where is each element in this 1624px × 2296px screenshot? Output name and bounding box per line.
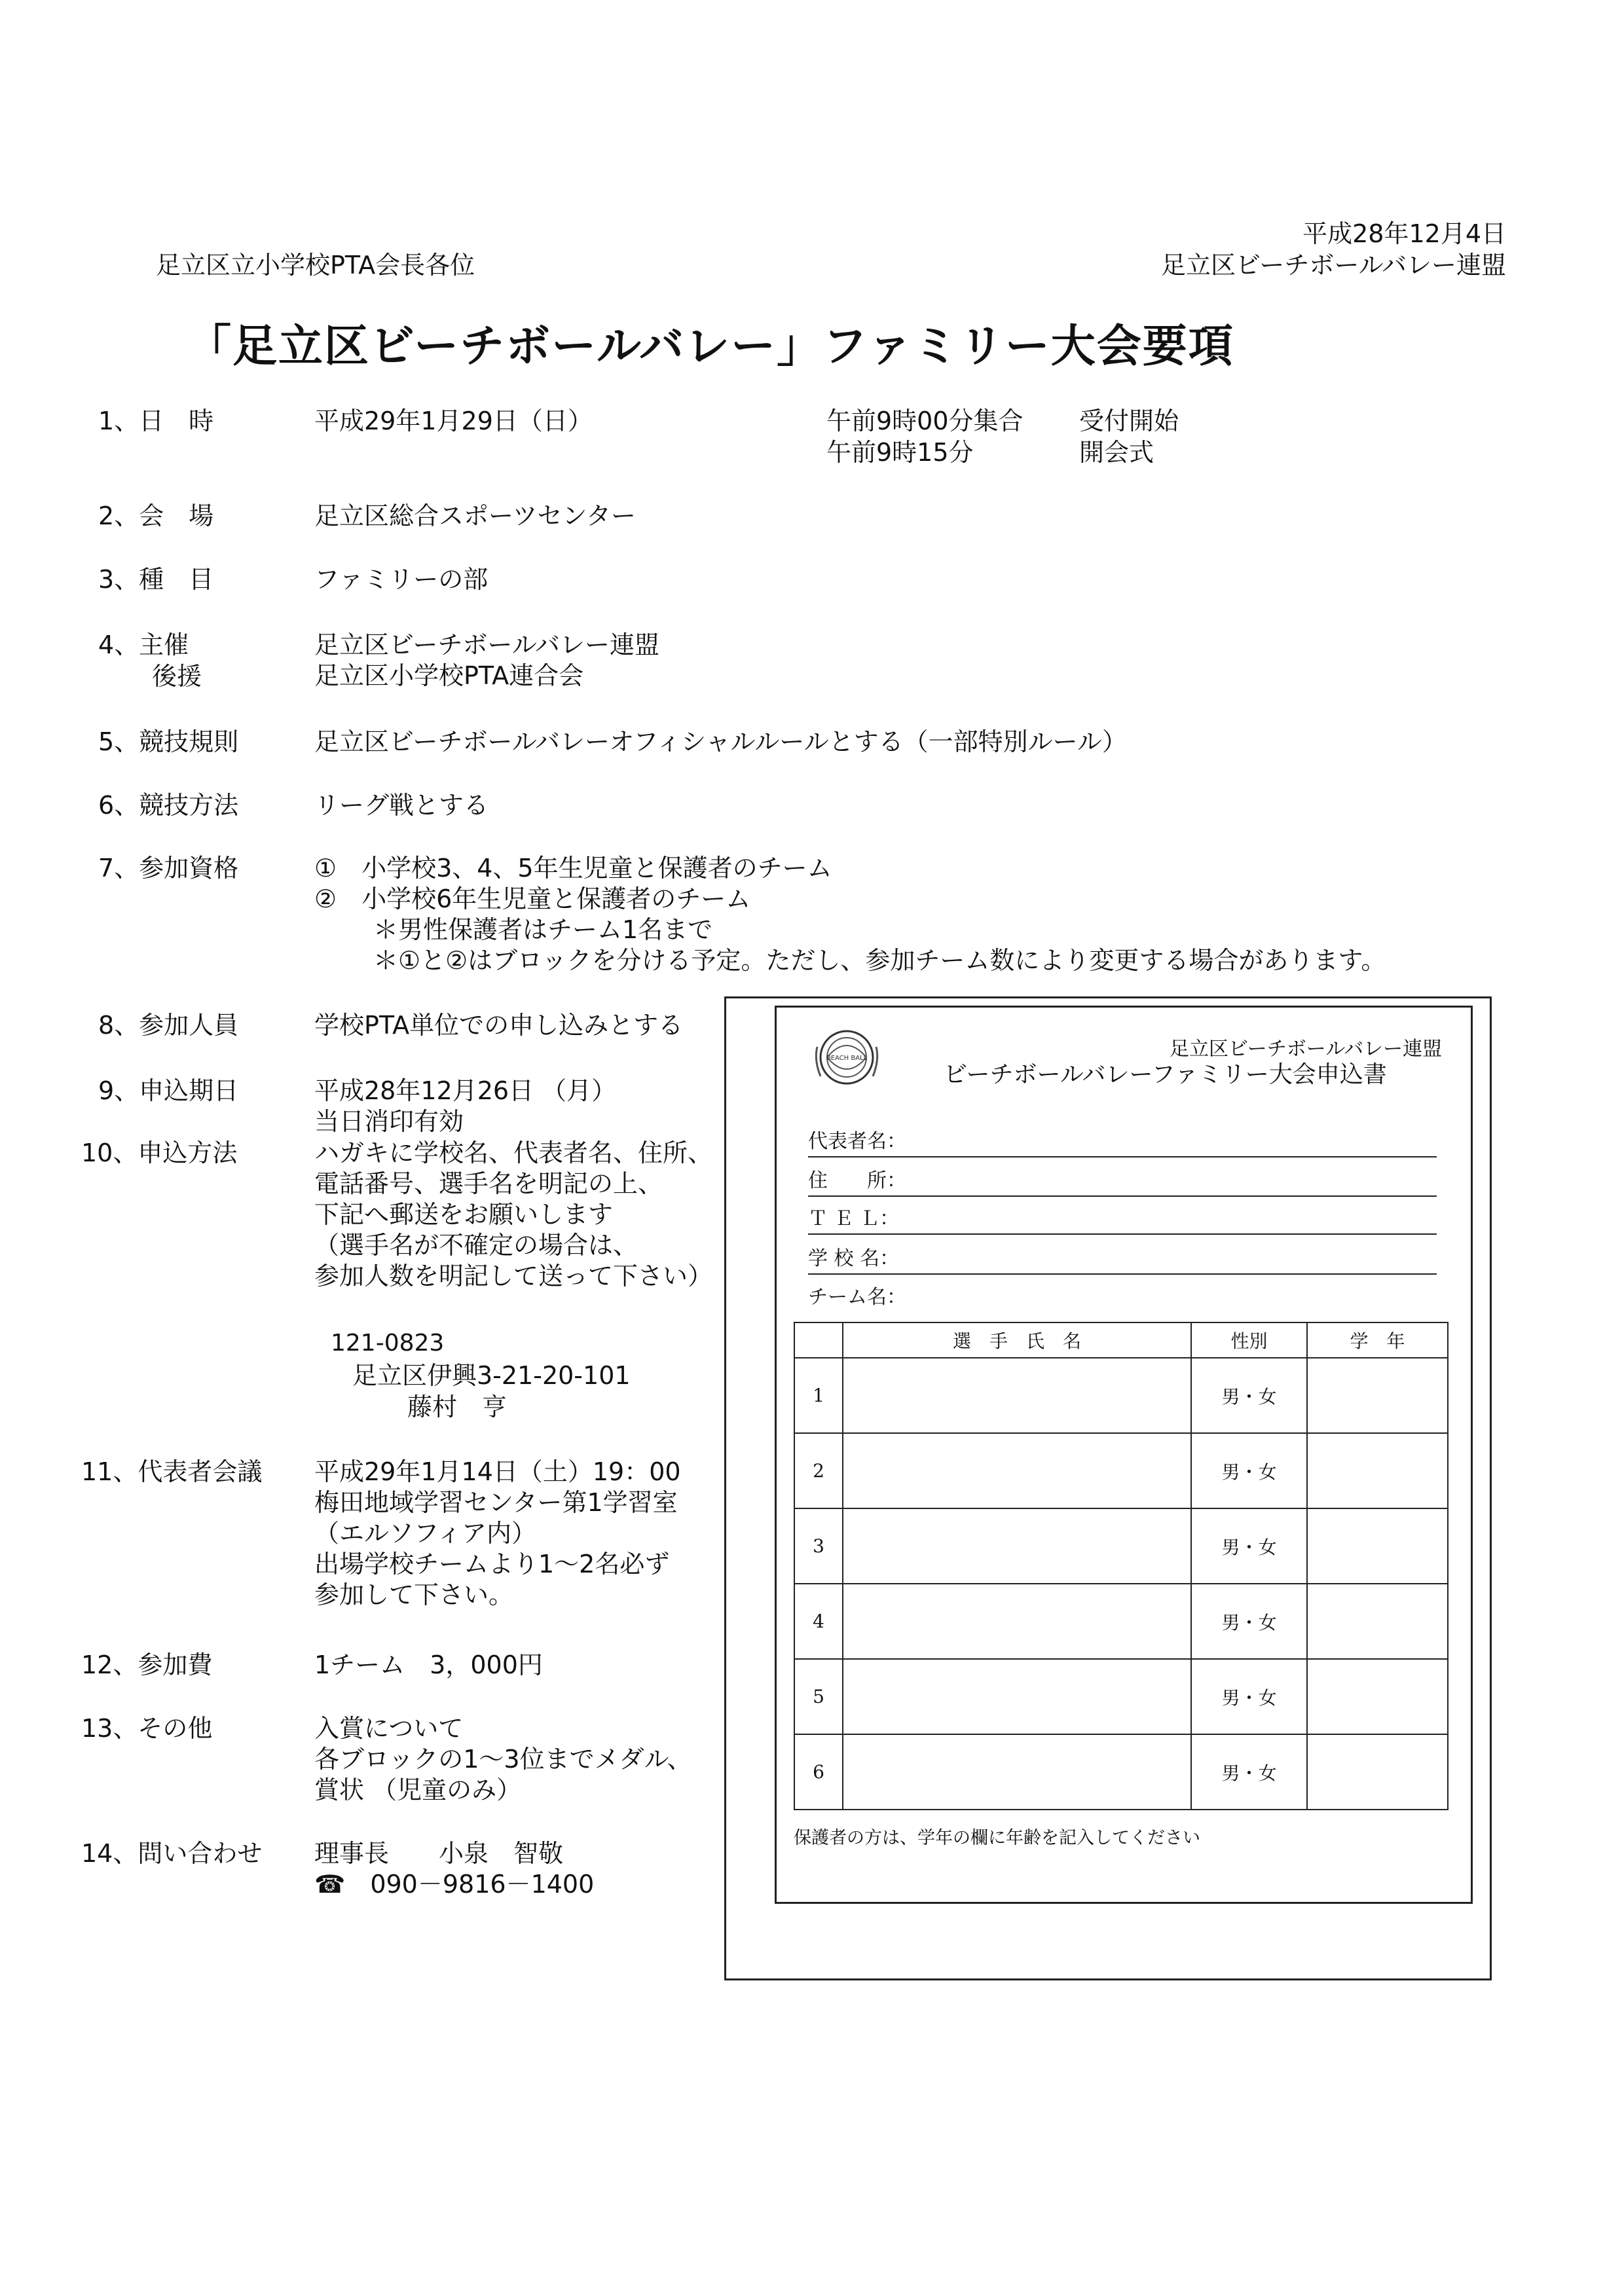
item-11-value [314, 1457, 681, 1611]
item-9-line-2: 当日消印有効 [314, 1107, 464, 1136]
item-4-line-2: 足立区小学校PTA連合会 [314, 661, 584, 690]
item-11-line-3: （エルソフィア内） [314, 1519, 536, 1548]
item-3-label: 3、種 目 [98, 565, 214, 594]
table-row [794, 1584, 1448, 1659]
grade-cell[interactable] [1307, 1358, 1448, 1433]
gender-cell[interactable]: 男・女 [1191, 1433, 1307, 1508]
item-8-label: 8、参加人員 [98, 1011, 239, 1040]
item-8-value: 学校PTA単位での申し込みとする [314, 1011, 684, 1040]
schedule-1-time: 午前9時00分集合 [826, 407, 1024, 435]
item-13-line-3: 賞状 （児童のみ） [314, 1776, 522, 1804]
player-name-cell[interactable] [843, 1659, 1191, 1734]
item-2-label: 2、会 場 [98, 501, 214, 530]
recipient: 足立区立小学校PTA会長各位 [156, 251, 475, 280]
row-number: 4 [794, 1584, 843, 1659]
item-11-line-1: 平成29年1月14日（土）19：00 [314, 1457, 681, 1486]
item-3-value: ファミリーの部 [314, 565, 489, 594]
street-address: 足立区伊興3-21-20-101 [352, 1361, 631, 1390]
table-row [794, 1659, 1448, 1734]
item-10-line-1: ハガキに学校名、代表者名、住所、 [314, 1139, 713, 1167]
grade-cell[interactable] [1307, 1659, 1448, 1734]
item-12-label: 12、参加費 [81, 1650, 213, 1679]
item-7-line-2: ② 小学校6年生児童と保護者のチーム [314, 884, 751, 913]
gender-cell[interactable]: 男・女 [1191, 1584, 1307, 1659]
item-13-label: 13、その他 [81, 1714, 213, 1743]
page-title: 「足立区ビーチボールバレー」ファミリー大会要項 [187, 321, 1234, 373]
table-header-row [794, 1322, 1448, 1358]
gender-cell[interactable]: 男・女 [1191, 1508, 1307, 1584]
schedule-2-time: 午前9時15分 [826, 438, 974, 467]
item-4-value [314, 630, 659, 691]
item-2-value: 足立区総合スポーツセンター [314, 501, 636, 530]
item-5-label: 5、競技規則 [98, 727, 239, 756]
players-table [794, 1322, 1449, 1810]
col-gender: 性別 [1191, 1322, 1307, 1358]
logo-text: BEACH BALL [826, 1055, 868, 1062]
schedule-2-event: 開会式 [1079, 438, 1154, 467]
item-10-line-3: 下記へ郵送をお願いします [314, 1200, 614, 1229]
association-logo [811, 1021, 883, 1099]
player-name-cell[interactable] [843, 1358, 1191, 1433]
item-11-line-4: 出場学校チームより1～2名必ず [314, 1550, 670, 1578]
item-4-line-1: 足立区ビーチボールバレー連盟 [314, 630, 660, 659]
col-grade: 学 年 [1307, 1322, 1448, 1358]
col-no [794, 1322, 843, 1358]
item-5-value: 足立区ビーチボールバレーオフィシャルルールとする（一部特別ルール） [314, 727, 1127, 756]
field-school[interactable]: 学 校 名： [808, 1247, 1437, 1275]
item-10-line-4: （選手名が不確定の場合は、 [314, 1231, 638, 1260]
item-9-label: 9、申込期日 [98, 1076, 239, 1105]
table-row [794, 1433, 1448, 1508]
item-7-line-3: ＊男性保護者はチーム1名まで [373, 915, 713, 944]
player-name-cell[interactable] [843, 1508, 1191, 1584]
form-org: 足立区ビーチボールバレー連盟 [1170, 1038, 1443, 1061]
table-row [794, 1734, 1448, 1810]
field-representative[interactable]: 代表者名： [808, 1130, 1437, 1157]
row-number: 2 [794, 1433, 843, 1508]
row-number: 6 [794, 1734, 843, 1810]
item-10-label: 10、申込方法 [81, 1139, 238, 1167]
item-14-label: 14、問い合わせ [81, 1839, 263, 1868]
application-form [775, 1006, 1473, 1904]
item-6-label: 6、競技方法 [98, 791, 239, 820]
table-row [794, 1358, 1448, 1433]
form-title: ビーチボールバレーファミリー大会申込書 [944, 1061, 1387, 1088]
item-7-label: 7、参加資格 [98, 854, 239, 883]
item-1-label: 1、日 時 [98, 407, 214, 435]
item-12-value: 1チーム 3，000円 [314, 1650, 543, 1679]
item-11-line-2: 梅田地域学習センター第1学習室 [314, 1488, 678, 1517]
row-number: 3 [794, 1508, 843, 1584]
gender-cell[interactable]: 男・女 [1191, 1358, 1307, 1433]
item-13-line-1: 入賞について [314, 1714, 464, 1743]
item-6-value: リーグ戦とする [314, 791, 489, 820]
postal-code: 121-0823 [331, 1330, 445, 1357]
item-4-label: 4、主催 [98, 630, 189, 659]
sender: 足立区ビーチボールバレー連盟 [1160, 251, 1506, 280]
table-row [794, 1508, 1448, 1584]
col-name: 選 手 氏 名 [843, 1322, 1191, 1358]
row-number: 5 [794, 1659, 843, 1734]
item-11-label: 11、代表者会議 [81, 1457, 263, 1486]
item-4-label-2: 後援 [152, 662, 202, 691]
item-10-value [314, 1138, 712, 1292]
item-9-line-1: 平成28年12月26日 （月） [314, 1076, 617, 1105]
item-10-line-5: 参加人数を明記して送って下さい） [314, 1262, 713, 1290]
item-14-value [314, 1838, 594, 1900]
field-tel[interactable]: Ｔ Ｅ Ｌ： [808, 1207, 1437, 1235]
item-13-line-2: 各ブロックの1～3位までメダル、 [314, 1745, 692, 1774]
item-14-line-1: 理事長 小泉 智敬 [314, 1839, 564, 1868]
schedule-1-event: 受付開始 [1079, 407, 1179, 435]
grade-cell[interactable] [1307, 1584, 1448, 1659]
form-note: 保護者の方は、学年の欄に年齢を記入してください [794, 1828, 1200, 1848]
gender-cell[interactable]: 男・女 [1191, 1734, 1307, 1810]
item-14-line-2: ☎ 090－9816－1400 [314, 1870, 595, 1899]
field-team[interactable]: チーム名： [808, 1286, 906, 1309]
item-13-value [314, 1713, 692, 1806]
grade-cell[interactable] [1307, 1508, 1448, 1584]
issue-date: 平成28年12月4日 [1302, 219, 1506, 248]
item-1-value: 平成29年1月29日（日） [314, 407, 593, 435]
item-9-value [314, 1076, 616, 1137]
field-address[interactable]: 住 所： [808, 1169, 1437, 1197]
item-10-line-2: 電話番号、選手名を明記の上、 [314, 1169, 663, 1198]
player-name-cell[interactable] [843, 1584, 1191, 1659]
grade-cell[interactable] [1307, 1433, 1448, 1508]
player-name-cell[interactable] [843, 1433, 1191, 1508]
contact-name: 藤村 亨 [407, 1393, 507, 1421]
row-number: 1 [794, 1358, 843, 1433]
player-name-cell[interactable] [843, 1734, 1191, 1810]
item-7-line-4: ＊①と②はブロックを分ける予定。ただし、参加チーム数により変更する場合があります。 [373, 946, 1386, 975]
grade-cell[interactable] [1307, 1734, 1448, 1810]
item-11-line-5: 参加して下さい。 [314, 1580, 514, 1609]
gender-cell[interactable]: 男・女 [1191, 1659, 1307, 1734]
item-7-line-1: ① 小学校3、4、5年生児童と保護者のチーム [314, 854, 832, 883]
